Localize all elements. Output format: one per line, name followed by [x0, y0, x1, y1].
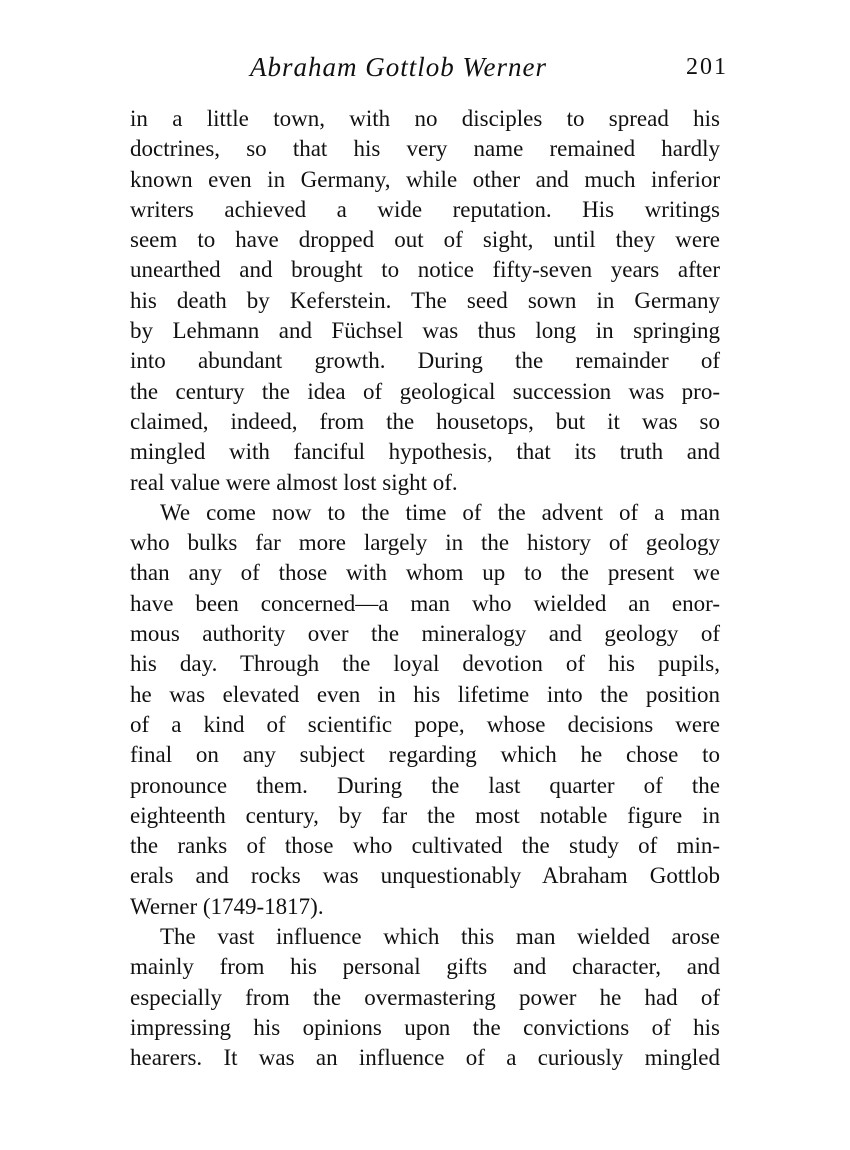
text-line: he was elevated even in his lifetime into the position — [130, 681, 720, 707]
text-line: writers achieved a wide reputation. His writings — [130, 196, 720, 222]
paragraph-2 — [130, 498, 720, 922]
text-line: unearthed and brought to notice fifty-seven years after — [130, 257, 720, 283]
text-line: especially from the overmastering power he had of — [130, 984, 720, 1010]
text-line: Werner (1749-1817). — [130, 893, 324, 919]
running-header — [130, 52, 728, 92]
text-line: mous authority over the mineralogy and geology of — [130, 621, 720, 647]
text-line: The vast influence which this man wielded arose — [160, 924, 720, 950]
text-line: real value were almost lost sight of. — [130, 469, 458, 495]
text-line: who bulks far more largely in the history of geology — [130, 530, 720, 556]
text-line: into abundant growth. During the remainder of — [130, 348, 720, 374]
text-line: known even in Germany, while other and much inferior — [130, 166, 720, 192]
paragraph-3 — [130, 922, 720, 1073]
text-line: final on any subject regarding which he chose to — [130, 742, 720, 768]
text-line: We come now to the time of the advent of a man — [160, 499, 720, 525]
text-line: the ranks of those who cultivated the study of min- — [130, 833, 720, 859]
text-line: mingled with fanciful hypothesis, that its truth and — [130, 439, 720, 465]
text-line: claimed, indeed, from the housetops, but it was so — [130, 408, 720, 434]
text-line: by Lehmann and Füchsel was thus long in springing — [130, 318, 720, 344]
text-line: erals and rocks was unquestionably Abraham Gottlob — [130, 863, 720, 889]
text-line: than any of those with whom up to the present we — [130, 560, 720, 586]
text-line: eighteenth century, by far the most notable figure in — [130, 802, 720, 828]
paragraph-1 — [130, 104, 720, 498]
text-line: seem to have dropped out of sight, until they were — [130, 227, 720, 253]
text-line: pronounce them. During the last quarter of the — [130, 772, 720, 798]
text-line: in a little town, with no disciples to spread his — [130, 106, 720, 131]
text-line: his day. Through the loyal devotion of his pupils, — [130, 651, 720, 677]
page-number: 201 — [686, 54, 728, 80]
text-line: doctrines, so that his very name remained hardly — [130, 136, 720, 162]
text-line: of a kind of scientific pope, whose decisions were — [130, 711, 720, 737]
text-line: have been concerned—a man who wielded an enor- — [130, 590, 720, 616]
text-line: impressing his opinions upon the convictions of his — [130, 1014, 720, 1040]
text-line: hearers. It was an influence of a curiously mingled — [130, 1045, 720, 1071]
running-title: Abraham Gottlob Werner — [250, 52, 547, 82]
text-line: the century the idea of geological succession was pro- — [130, 378, 720, 404]
body-text — [130, 104, 720, 1074]
text-line: mainly from his personal gifts and character, and — [130, 954, 720, 980]
text-line: his death by Keferstein. The seed sown in Germany — [130, 287, 720, 313]
